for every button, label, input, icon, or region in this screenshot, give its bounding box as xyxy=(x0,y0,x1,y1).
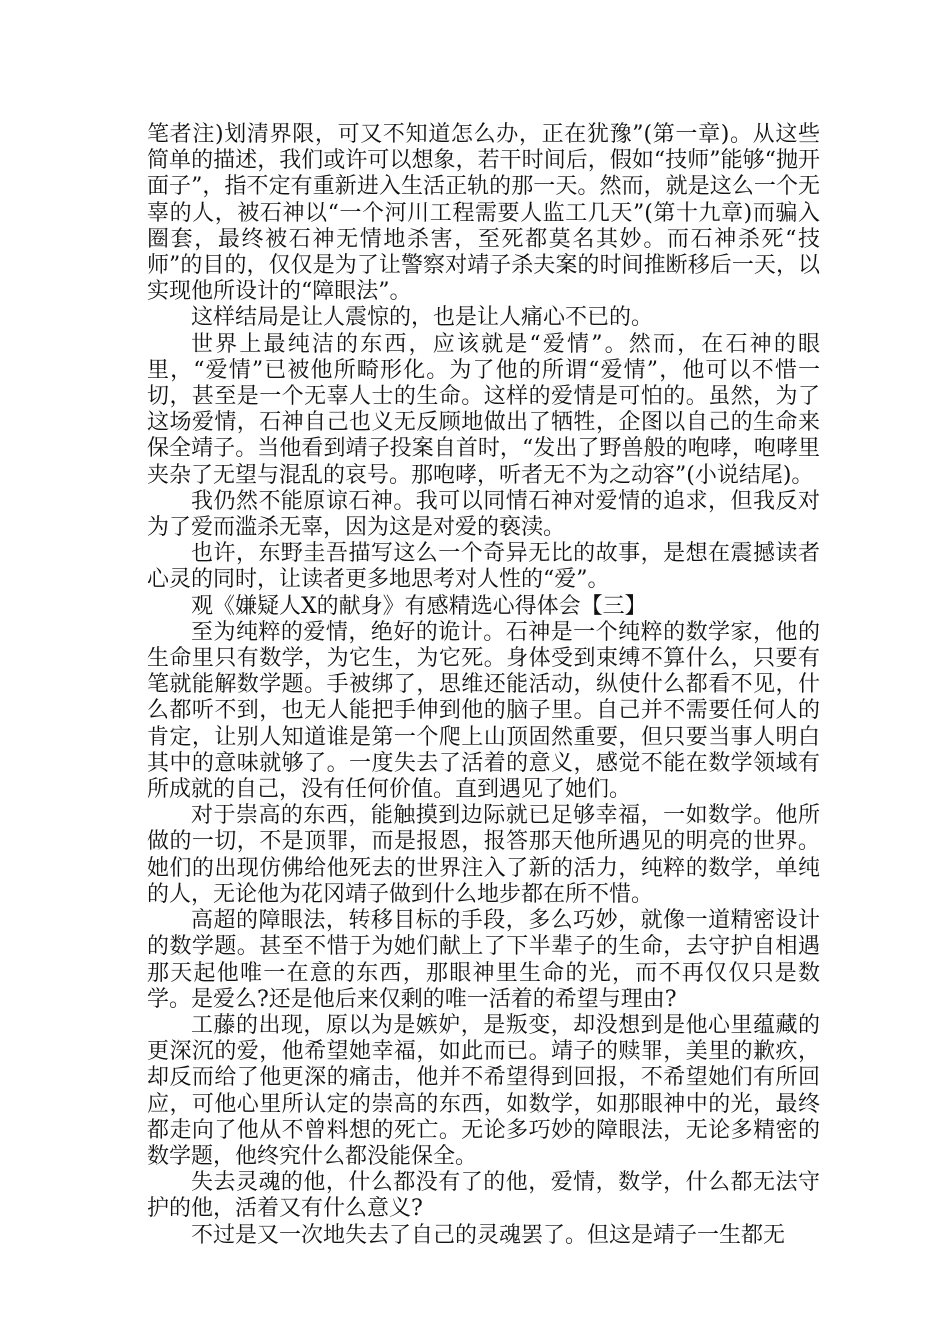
paragraph-3: 世界上最纯洁的东西，应该就是“爱情”。然而，在石神的眼里，“爱情”已被他所畸形化。为了他的所谓“爱情”，他可以不惜一切，甚至是一个无辜人士的生命。这样的爱情是可怕的。虽然，为了这场爱情，石神自己也义无反顾地做出了牺牲，企图以自己的生命来保全靖子。当他看到靖子投案自首时，“发出了野兽般的咆哮，咆哮里夹杂了无望与混乱的哀号。那咆哮，听者无不为之动容”(小说结尾)。 xyxy=(147,331,820,488)
document-body xyxy=(147,122,820,1249)
paragraph-9: 工藤的出现，原以为是嫉妒，是叛变，却没想到是他心里蕴藏的更深沉的爱，他希望她幸福，如此而已。靖子的赎罪，美里的歉疚，却反而给了他更深的痛击，他并不希望得到回报，不希望她们有所回应，可他心里所认定的崇高的东西，如数学，如那眼神中的光，最终都走向了他从不曾料想的死亡。无论多巧妙的障眼法，无论多精密的数学题，他终究什么都没能保全。 xyxy=(147,1012,820,1169)
paragraph-7: 对于崇高的东西，能触摸到边际就已足够幸福，一如数学。他所做的一切，不是顶罪，而是报恩，报答那天他所遇见的明亮的世界。她们的出现仿佛给他死去的世界注入了新的活力，纯粹的数学，单纯的人，无论他为花冈靖子做到什么地步都在所不惜。 xyxy=(147,803,820,907)
section-heading: 观《嫌疑人X的献身》有感精选心得体会【三】 xyxy=(191,593,647,619)
paragraph-1: 笔者注)划清界限，可又不知道怎么办，正在犹豫”(第一章)。从这些简单的描述，我们或许可以想象，若干时间后，假如“技师”能够“抛开面子”，指不定有重新进入生活正轨的那一天。然而，就是这么一个无辜的人，被石神以“一个河川工程需要人监工几天”(第十九章)而骗入圈套，最终被石神无情地杀害，至死都莫名其妙。而石神杀死“技师”的目的，仅仅是为了让警察对靖子杀夫案的时间推断移后一天，以实现他所设计的“障眼法”。 xyxy=(147,122,820,305)
paragraph-6: 至为纯粹的爱情，绝好的诡计。石神是一个纯粹的数学家，他的生命里只有数学，为它生，为它死。身体受到束缚不算什么，只要有笔就能解数学题。手被绑了，思维还能活动，纵使什么都看不见，什么都听不到，也无人能把手伸到他的脑子里。自己并不需要任何人的肯定，让别人知道谁是第一个爬上山顶固然重要，但只要当事人明白其中的意味就够了。一度失去了活着的意义，感觉不能在数学领域有所成就的自己，没有任何价值。直到遇见了她们。 xyxy=(147,619,820,803)
paragraph-8: 高超的障眼法，转移目标的手段，多么巧妙，就像一道精密设计的数学题。甚至不惜于为她们献上了下半辈子的生命，去守护自相遇那天起他唯一在意的东西，那眼神里生命的光，而不再仅仅只是数学。是爱么?还是他后来仅剩的唯一活着的希望与理由? xyxy=(147,908,820,1012)
paragraph-11: 不过是又一次地失去了自己的灵魂罢了。但这是靖子一生都无 xyxy=(191,1222,786,1248)
paragraph-4: 我仍然不能原谅石神。我可以同情石神对爱情的追求，但我反对为了爱而滥杀无辜，因为这是对爱的亵渎。 xyxy=(147,488,820,541)
paragraph-2: 这样结局是让人震惊的，也是让人痛心不已的。 xyxy=(191,305,654,331)
paragraph-5: 也许，东野圭吾描写这么一个奇异无比的故事，是想在震撼读者心灵的同时，让读者更多地思考对人性的“爱”。 xyxy=(147,541,820,593)
paragraph-10: 失去灵魂的他，什么都没有了的他，爱情，数学，什么都无法守护的他，活着又有什么意义? xyxy=(147,1170,820,1222)
